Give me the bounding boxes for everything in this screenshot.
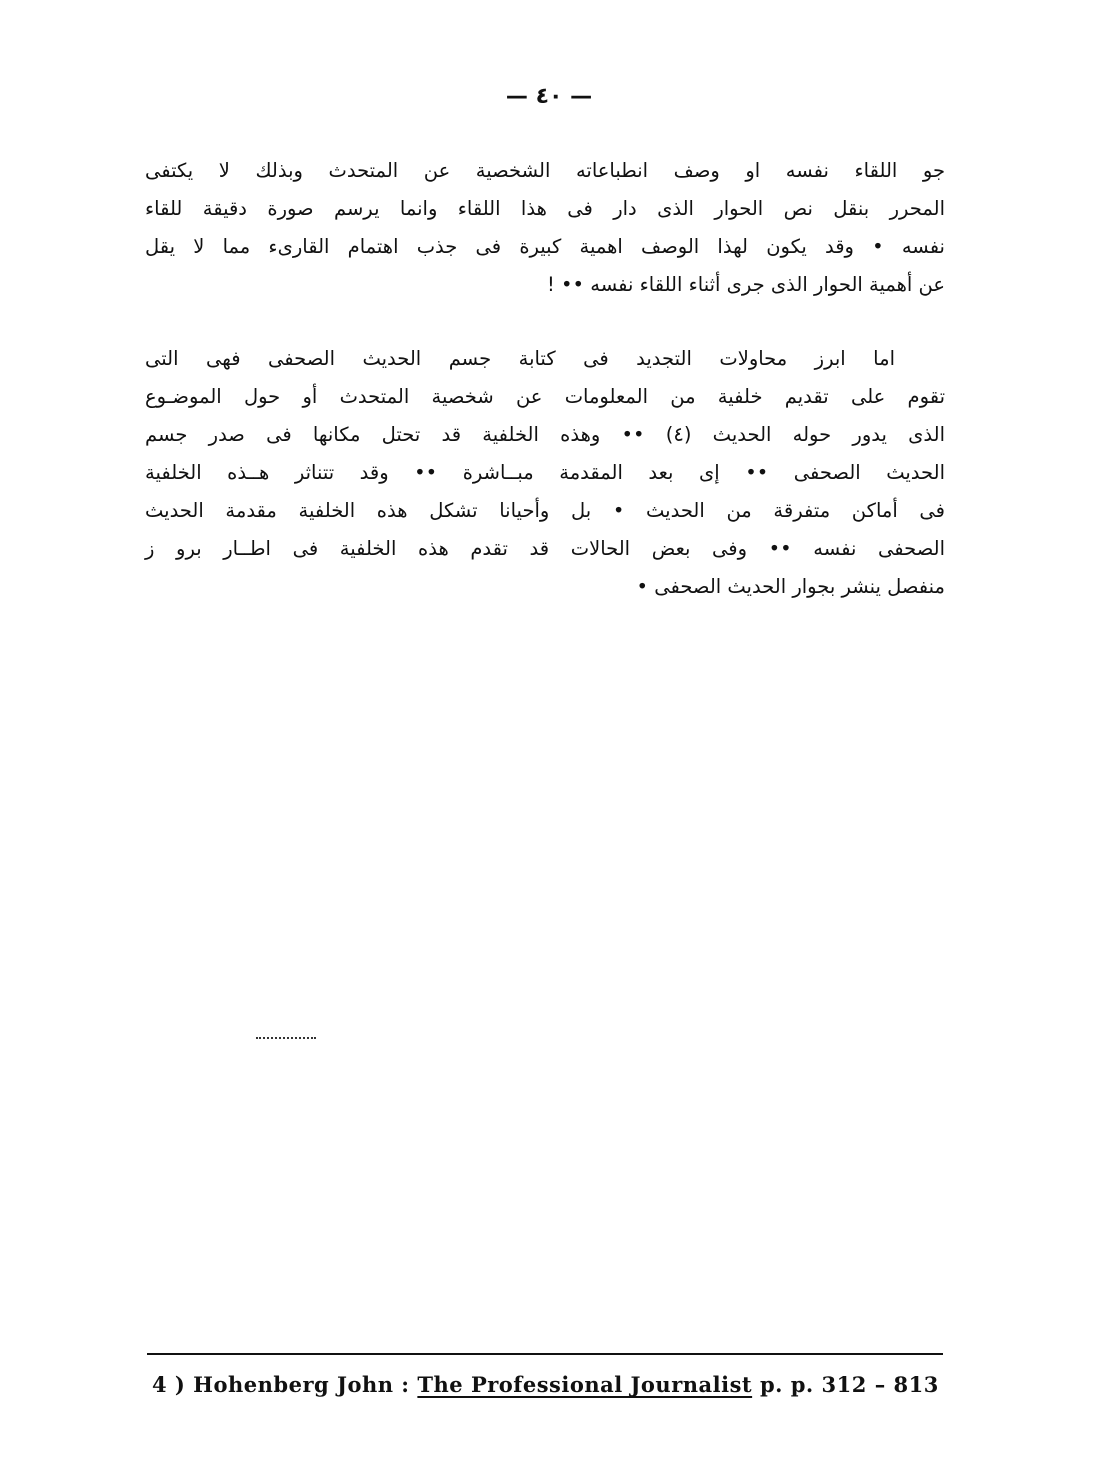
footnote <box>152 1372 939 1397</box>
scan-artifact-dots <box>256 1037 316 1039</box>
footnote-title: The Professional Journalist <box>417 1372 753 1397</box>
page-number: — ٤٠ — <box>505 84 593 109</box>
paragraph-line: جو اللقاء نفسه او وصف انطباعاته الشخصية عن المتحدث وبذلك لا يكتفى <box>145 159 945 182</box>
paragraph-line: الحديث الصحفى •• إى بعد المقدمة مبــاشرة •• وقد تتناثر هــذه الخلفية <box>145 461 945 484</box>
body-paragraph-1 <box>145 152 945 304</box>
paragraph-line: المحرر بنقل نص الحوار الذى دار فى هذا اللقاء وانما يرسم صورة دقيقة للقاء <box>145 197 945 220</box>
footnote-author: Hohenberg John : <box>193 1372 410 1397</box>
paragraph-line: فى أماكن متفرقة من الحديث • بل وأحيانا تشكل هذه الخلفية مقدمة الحديث <box>145 499 945 522</box>
paragraph-line: الذى يدور حوله الحديث (٤) •• وهذه الخلفية قد تحتل مكانها فى صدر جسم <box>145 423 945 446</box>
paragraph-line: اما ابرز محاولات التجديد فى كتابة جسم الحديث الصحفى فهى التى <box>145 347 895 370</box>
footnote-marker: 4 ) <box>152 1372 186 1397</box>
footnote-divider <box>147 1353 943 1355</box>
body-paragraph-2 <box>145 340 945 606</box>
paragraph-line: الصحفى نفسه •• وفى بعض الحالات قد تقدم هذه الخلفية فى اطــار برو ز <box>145 537 945 560</box>
footnote-pages: p. p. 312 – 813 <box>759 1372 939 1397</box>
paragraph-line: عن أهمية الحوار الذى جرى أثناء اللقاء نفسه •• ! <box>547 273 945 296</box>
paragraph-line: تقوم على تقديم خلفية من المعلومات عن شخصية المتحدث أو حول الموضـوع <box>145 385 945 408</box>
paragraph-line: نفسه • وقد يكون لهذا الوصف اهمية كبيرة فى جذب اهتمام القارىء مما لا يقل <box>145 235 945 258</box>
paragraph-line: منفصل ينشر بجوار الحديث الصحفى • <box>636 575 945 598</box>
